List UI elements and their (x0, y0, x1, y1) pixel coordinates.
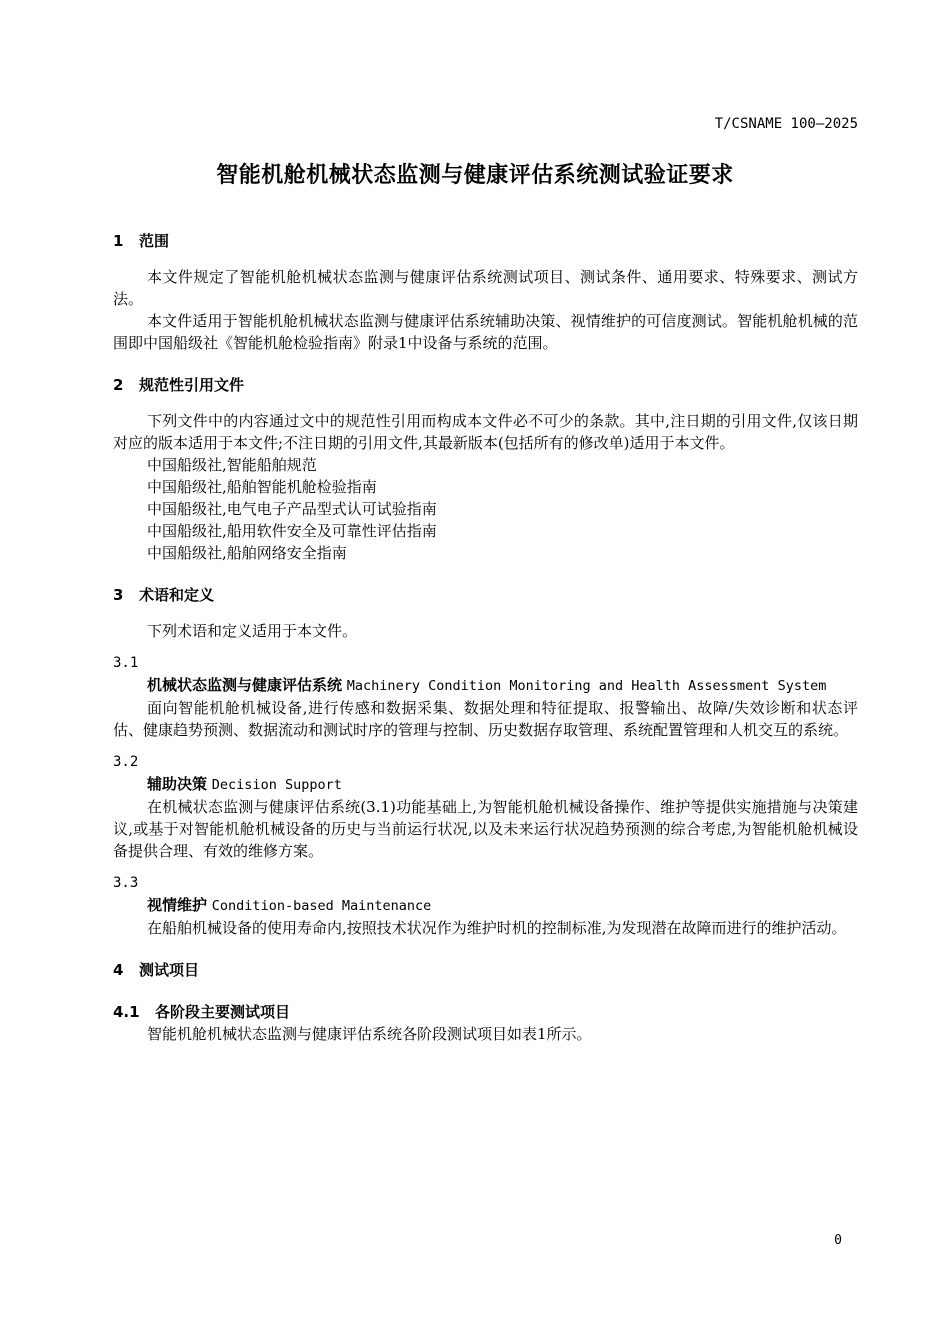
section-number: 1 (113, 232, 124, 250)
term-name (113, 773, 858, 796)
document-code: T/CSNAME 100—2025 (714, 116, 858, 132)
term-name (113, 674, 858, 697)
section-number: 3 (113, 586, 124, 604)
reference-item: 中国船级社,船舶网络安全指南 (147, 544, 347, 562)
reference-item: 中国船级社,电气电子产品型式认可试验指南 (147, 500, 437, 518)
section-1-heading (113, 230, 858, 252)
paragraph: 智能机舱机械状态监测与健康评估系统各阶段测试项目如表1所示。 (147, 1025, 592, 1043)
term-definition: 面向智能机舱机械设备,进行传感和数据采集、数据处理和特征提取、报警输出、故障/失效诊断和状态评估、健康趋势预测、数据流动和测试时序的管理与控制、历史数据存取管理、系统配置管理和人机交互的系统。 (113, 699, 858, 739)
term-name-en: Decision Support (211, 777, 342, 793)
term-name (113, 894, 858, 917)
paragraph: 下列文件中的内容通过文中的规范性引用而构成本文件必不可少的条款。其中,注日期的引用文件,仅该日期对应的版本适用于本文件;不注日期的引用文件,其最新版本(包括所有的修改单)适用于本文件。 (113, 412, 858, 452)
section-title: 测试项目 (139, 961, 200, 979)
term-number: 3.1 (113, 655, 139, 671)
subsection-title: 各阶段主要测试项目 (155, 1003, 291, 1021)
section-3-heading (113, 584, 858, 606)
paragraph: 下列术语和定义适用于本文件。 (147, 622, 358, 640)
term-number: 3.2 (113, 754, 139, 770)
term-name-zh: 视情维护 (147, 896, 208, 914)
paragraph: 本文件适用于智能机舱机械状态监测与健康评估系统辅助决策、视情维护的可信度测试。智能机舱机械的范围即中国船级社《智能机舱检验指南》附录1中设备与系统的范围。 (113, 312, 858, 352)
document-body (113, 230, 858, 1045)
reference-item: 中国船级社,船用软件安全及可靠性评估指南 (147, 522, 437, 540)
term-number: 3.3 (113, 875, 139, 891)
term-name-zh: 机械状态监测与健康评估系统 (147, 676, 343, 694)
section-number: 4 (113, 961, 124, 979)
page-number: 0 (834, 1233, 842, 1248)
term-definition: 在船舶机械设备的使用寿命内,按照技术状况作为维护时机的控制标准,为发现潜在故障而进行的维护活动。 (147, 919, 847, 937)
section-number: 2 (113, 376, 124, 394)
subsection-4-1-heading (113, 1001, 858, 1023)
section-2-heading (113, 374, 858, 396)
section-title: 术语和定义 (139, 586, 215, 604)
reference-item: 中国船级社,船舶智能机舱检验指南 (147, 478, 377, 496)
reference-item: 中国船级社,智能船舶规范 (147, 456, 317, 474)
section-title: 规范性引用文件 (139, 376, 245, 394)
section-title: 范围 (139, 232, 170, 250)
paragraph: 本文件规定了智能机舱机械状态监测与健康评估系统测试项目、测试条件、通用要求、特殊要求、测试方法。 (113, 268, 858, 308)
term-name-en: Condition-based Maintenance (211, 898, 432, 914)
document-title: 智能机舱机械状态监测与健康评估系统测试验证要求 (216, 163, 734, 188)
section-4-heading (113, 959, 858, 981)
subsection-number: 4.1 (113, 1003, 140, 1021)
term-definition: 在机械状态监测与健康评估系统(3.1)功能基础上,为智能机舱机械设备操作、维护等提供实施措施与决策建议,或基于对智能机舱机械设备的历史与当前运行状况,以及未来运行状况趋势预测的综合考虑,为智能机舱机械设备提供合理、有效的维修方案。 (113, 798, 858, 860)
term-name-en: Machinery Condition Monitoring and Health Assessment System (346, 678, 827, 694)
term-name-zh: 辅助决策 (147, 775, 208, 793)
